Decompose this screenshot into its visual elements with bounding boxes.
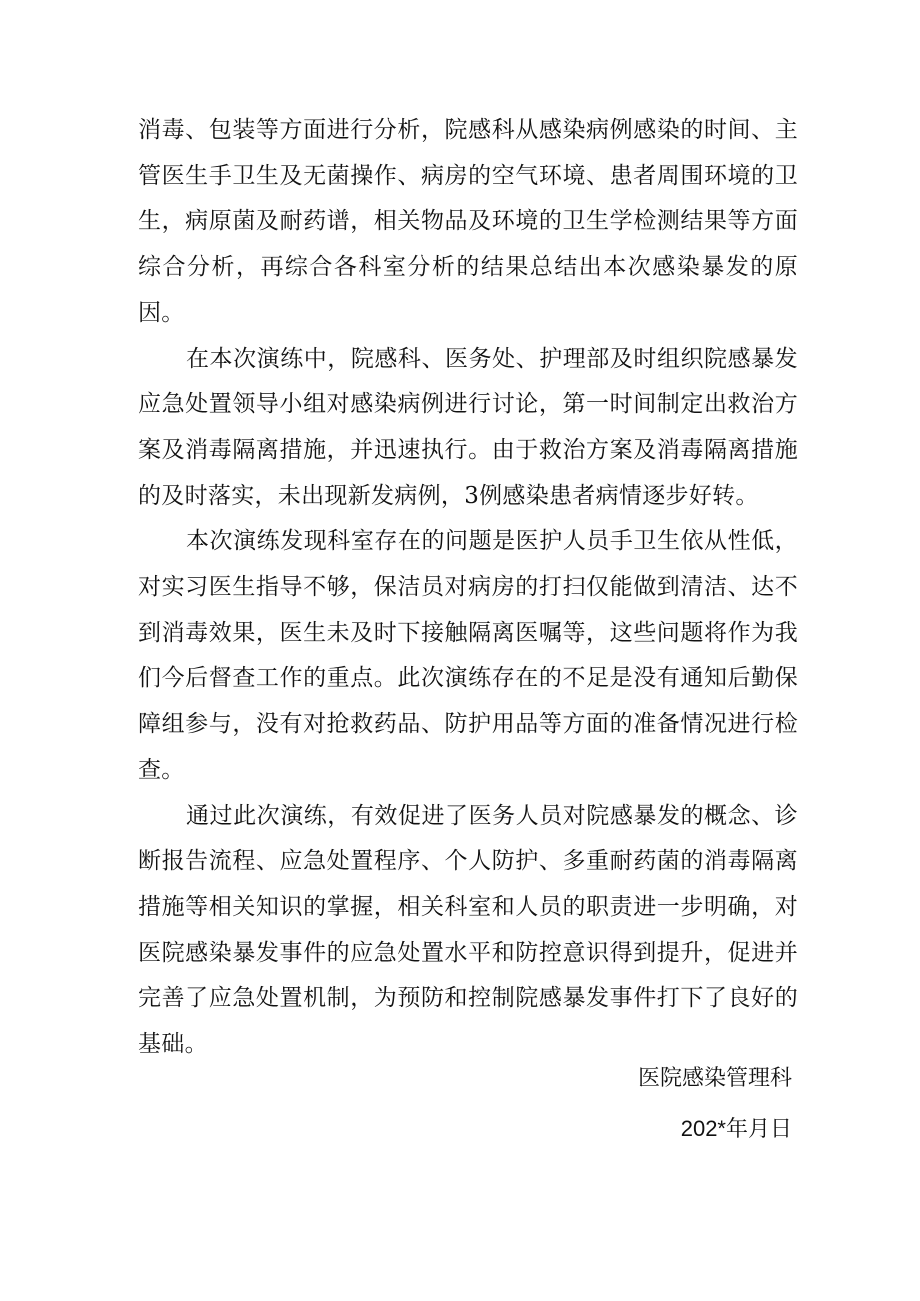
signature-date: 202*年月日 [680,1116,792,1141]
paragraph-problems-found: 本次演练发现科室存在的问题是医护人员手卫生依从性低，对实习医生指导不够，保洁员对病房的打扫仅能做到清洁、达不到消毒效果，医生未及时下接触隔离医嘱等，这些问题将作为我们今后督查工作的重点。此次演练存在的不足是没有通知后勤保障组参与，没有对抢救药品、防护用品等方面的准备情况进行检查。 [138,528,798,783]
signature-department: 医院感染管理科 [637,1066,792,1091]
paragraph-drill-process: 在本次演练中，院感科、医务处、护理部及时组织院感暴发应急处置领导小组对感染病例进行讨论，第一时间制定出救治方案及消毒隔离措施，并迅速执行。由于救治方案及消毒隔离措施的及时落实，未出现新发病例，3例感染患者病情逐步好转。 [138,345,798,509]
paragraph-continuation: 消毒、包装等方面进行分析，院感科从感染病例感染的时间、主管医生手卫生及无菌操作、病房的空气环境、患者周围环境的卫生，病原菌及耐药谱，相关物品及环境的卫生学检测结果等方面综合分析，再综合各科室分析的结果总结出本次感染暴发的原因。 [138,117,798,326]
paragraph-conclusion: 通过此次演练，有效促进了医务人员对院感暴发的概念、诊断报告流程、应急处置程序、个人防护、多重耐药菌的消毒隔离措施等相关知识的掌握，相关科室和人员的职责进一步明确，对医院感染暴发事件的应急处置水平和防控意识得到提升，促进并完善了应急处置机制，为预防和控制院感暴发事件打下了良好的基础。 [138,802,798,1058]
document-body [138,108,798,1068]
